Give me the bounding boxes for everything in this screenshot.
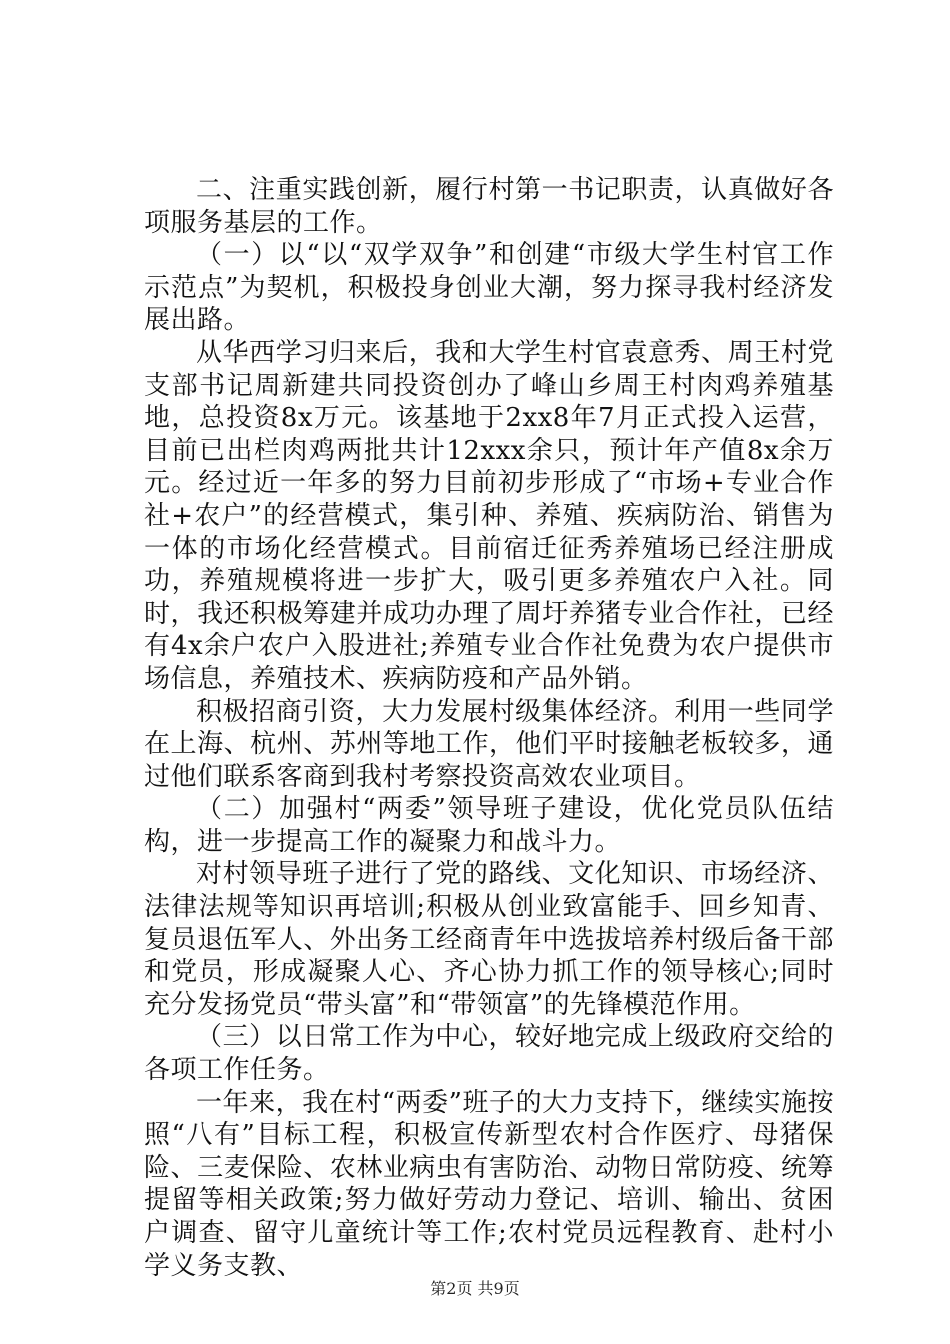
paragraph-daily-work: 一年来，我在村“两委”班子的大力支持下，继续实施按照“八有”目标工程，积极宣传新型农村合作医疗、母猪保险、三麦保险、农林业病虫有害防治、动物日常防疫、统筹提留等相关政策;努力做好劳动力登记、培训、输出、贫困户调查、留守儿童统计等工作;农村党员远程教育、赴村小学义务支教、 [144,1087,834,1281]
paragraph-subsection-one-heading: （一）以“以“双学双争”和创建“市级大学生村官工作示范点”为契机，积极投身创业大潮，努力探寻我村经济发展出路。 [144,240,834,336]
paragraph-subsection-two-heading: （二）加强村“两委”领导班子建设，优化党员队伍结构，进一步提高工作的凝聚力和战斗力。 [144,794,834,857]
paragraph-subsection-three-heading: （三）以日常工作为中心，较好地完成上级政府交给的各项工作任务。 [144,1022,834,1086]
paragraph-section-two-heading: 二、注重实践创新，履行村第一书记职责，认真做好各项服务基层的工作。 [144,175,834,238]
paragraph-investment-attraction: 积极招商引资，大力发展村级集体经济。利用一些同学在上海、杭州、苏州等地工作，他们平时接触老板较多，通过他们联系客商到我村考察投资高效农业项目。 [144,696,834,792]
page-footer: 第2页 共9页 [430,1279,520,1298]
paragraph-leadership-training: 对村领导班子进行了党的路线、文化知识、市场经济、法律法规等知识再培训;积极从创业致富能手、回乡知青、复员退伍军人、外出务工经商青年中选拔培养村级后备干部和党员，形成凝聚人心、齐心协力抓工作的领导核心;同时充分发扬党员“带头富”和“带领富”的先锋模范作用。 [144,859,834,1020]
paragraph-chicken-farm: 从华西学习归来后，我和大学生村官袁意秀、周王村党支部书记周新建共同投资创办了峰山乡周王村肉鸡养殖基地，总投资8x万元。该基地于2xx8年7月正式投入运营，目前已出栏肉鸡两批共计12xxx余只，预计年产值8x余万元。经过近一年多的努力目前初步形成了“市场+专业合作社+农户”的经营模式，集引种、养殖、疾病防治、销售为一体的市场化经营模式。目前宿迁征秀养殖场已经注册成功，养殖规模将进一步扩大，吸引更多养殖农户入社。同时，我还积极筹建并成功办理了周圩养猪专业合作社，已经有4x余户农户入股进社;养殖专业合作社免费为农户提供市场信息，养殖技术、疾病防疫和产品外销。 [144,337,834,694]
document-body [144,174,834,1282]
